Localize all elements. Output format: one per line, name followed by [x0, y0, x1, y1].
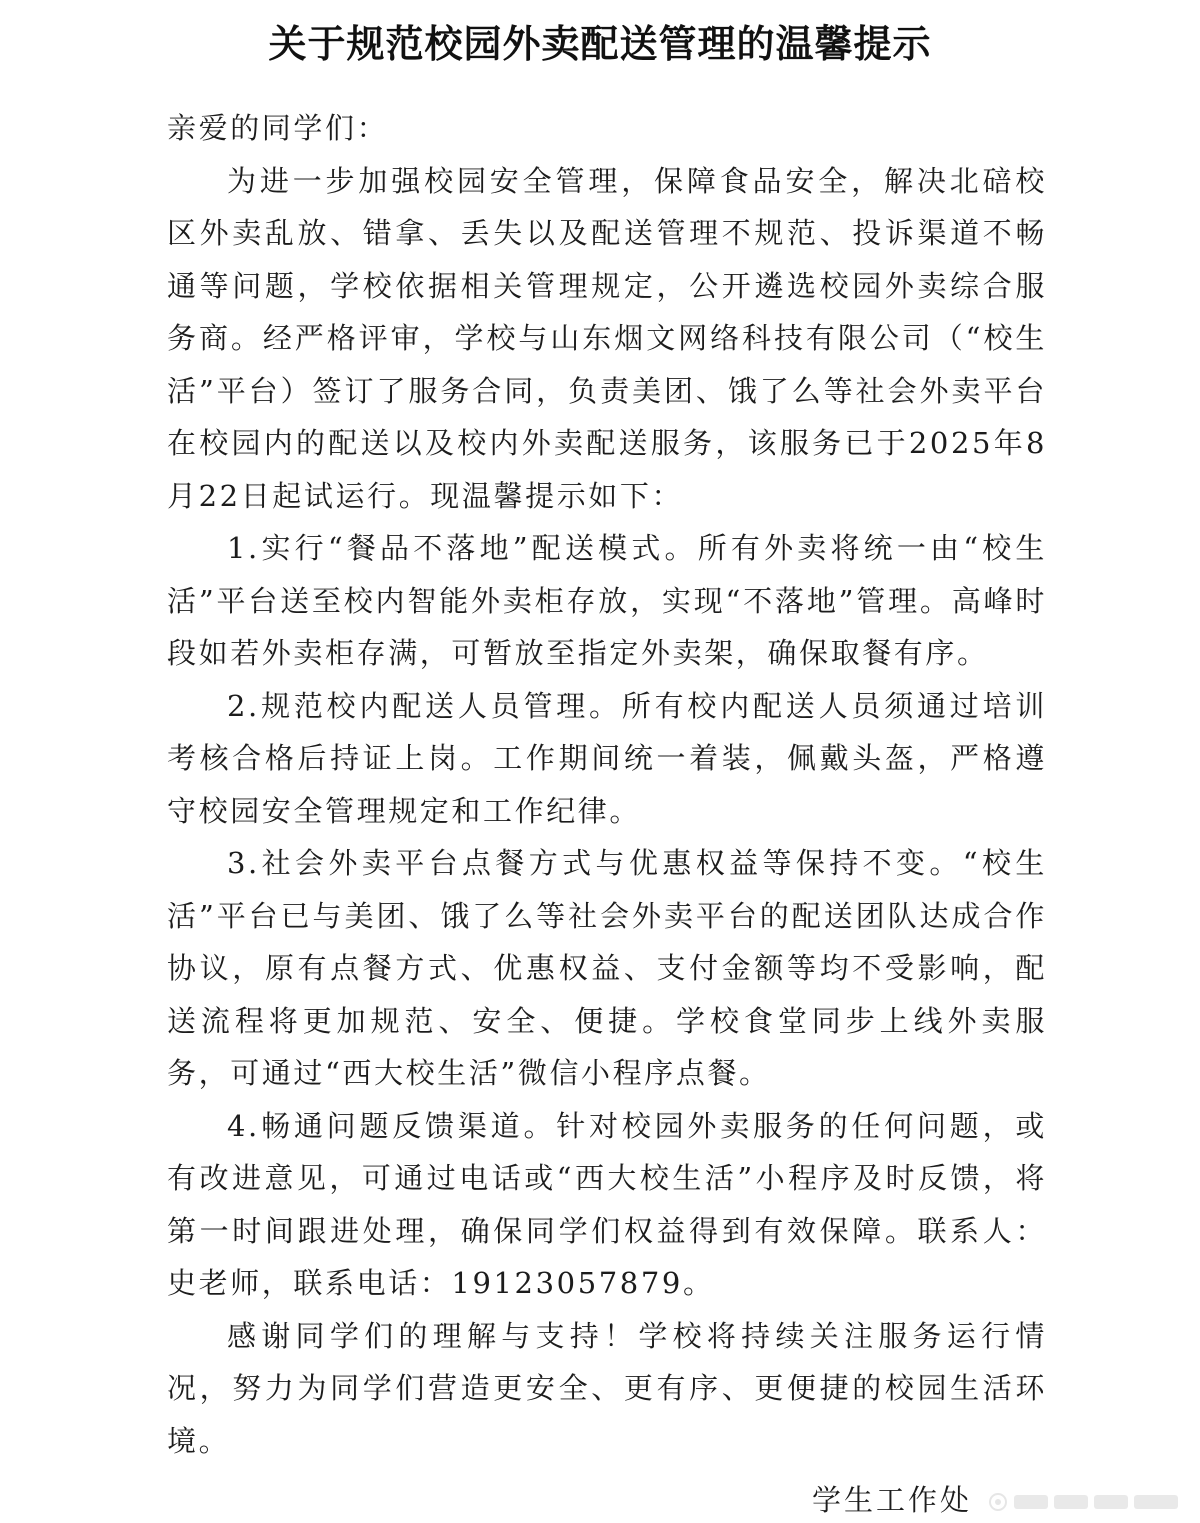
watermark-logo: [988, 1487, 1184, 1517]
intro-paragraph: 为进一步加强校园安全管理，保障食品安全，解决北碚校区外卖乱放、错拿、丢失以及配送管理不规范、投诉渠道不畅通等问题，学校依据相关管理规定，公开遴选校园外卖综合服务商。经严格评审，学校与山东烟文网络科技有限公司（“校生活”平台）签订了服务合同，负责美团、饿了么等社会外卖平台在校园内的配送以及校内外卖配送服务，该服务已于2025年8月22日起试运行。现温馨提示如下：: [167, 163, 1047, 513]
salutation: 亲爱的同学们：: [167, 111, 389, 145]
notice-item-1: 1.实行“餐品不落地”配送模式。所有外卖将统一由“校生活”平台送至校内智能外卖柜存放，实现“不落地”管理。高峰时段如若外卖柜存满，可暂放至指定外卖架，确保取餐有序。: [167, 531, 1047, 670]
closing-paragraph: 感谢同学们的理解与支持！学校将持续关注服务运行情况，努力为同学们营造更安全、更有序、更便捷的校园生活环境。: [167, 1318, 1047, 1458]
notice-title: 关于规范校园外卖配送管理的温馨提示: [268, 21, 932, 66]
signature-department: 学生工作处: [812, 1483, 973, 1517]
notice-item-3: 3.社会外卖平台点餐方式与优惠权益等保持不变。“校生活”平台已与美团、饿了么等社会外卖平台的配送团队达成合作协议，原有点餐方式、优惠权益、支付金额等均不受影响，配送流程将更加规范、安全、便捷。学校食堂同步上线外卖服务，可通过“西大校生活”微信小程序点餐。: [167, 846, 1047, 1090]
notice-body: [167, 102, 1047, 1467]
notice-item-4: 4.畅通问题反馈渠道。针对校园外卖服务的任何问题，或有改进意见，可通过电话或“西大校生活”小程序及时反馈，将第一时间跟进处理，确保同学们权益得到有效保障。联系人：史老师，联系电话：19123057879。: [167, 1108, 1047, 1300]
notice-item-2: 2.规范校内配送人员管理。所有校内配送人员须通过培训考核合格后持证上岗。工作期间统一着装，佩戴头盔，严格遵守校园安全管理规定和工作纪律。: [167, 688, 1047, 828]
